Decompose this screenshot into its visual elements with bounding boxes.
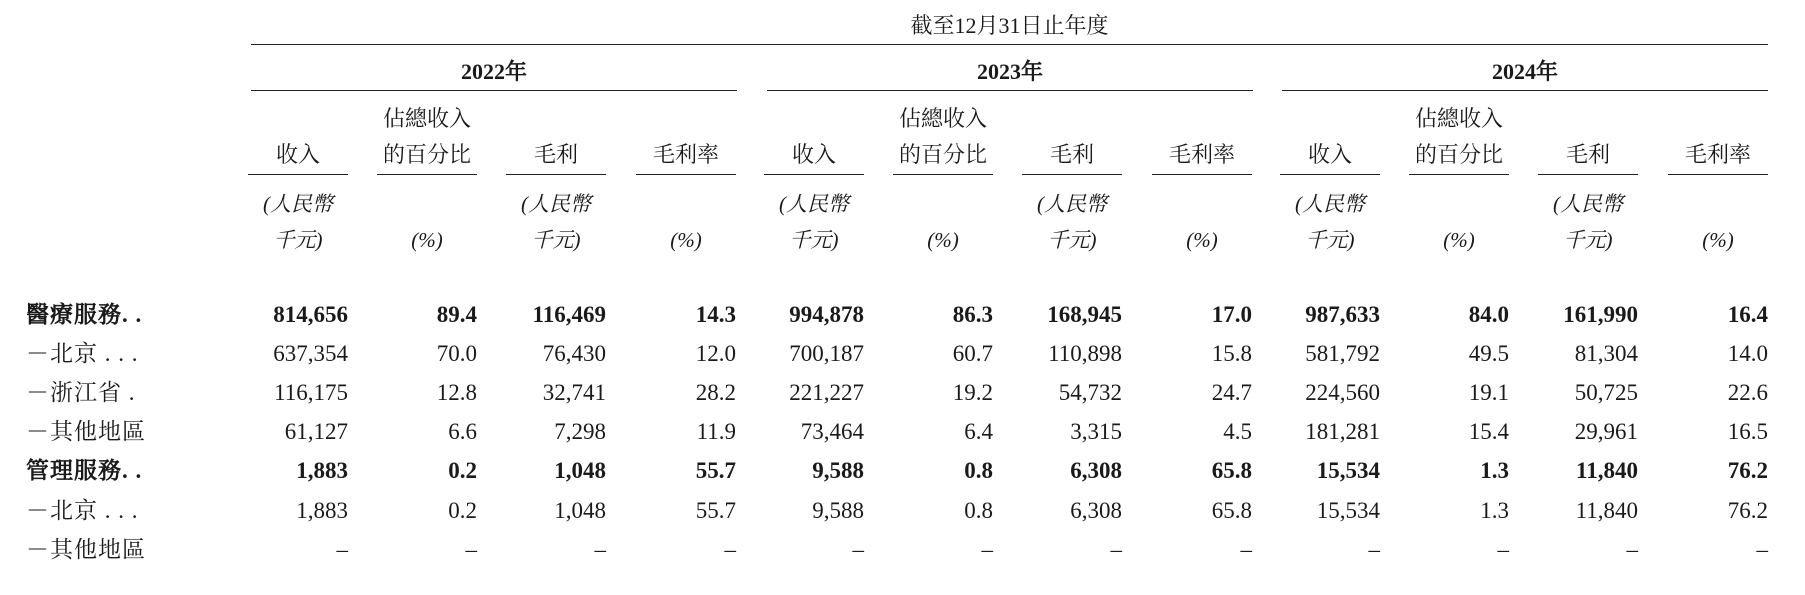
table-cell: 22.6 [1727, 380, 1768, 405]
column-underline [1409, 174, 1509, 175]
table-cell: 7,298 [554, 419, 606, 444]
unit-label: 千元) [531, 228, 581, 252]
row-label: －其他地區 [26, 537, 146, 562]
table-cell: 14.3 [695, 302, 736, 327]
table-cell: 32,741 [542, 380, 606, 405]
table-cell: 15,534 [1316, 498, 1380, 523]
unit-label-line1: (人民幣 [1295, 192, 1365, 216]
unit-label: 千元) [1563, 228, 1613, 252]
table-cell: 29,961 [1574, 419, 1638, 444]
table-cell: 28.2 [695, 380, 736, 405]
year-rule [251, 90, 737, 91]
table-cell: 11.9 [696, 419, 736, 444]
table-cell: 168,945 [1047, 302, 1122, 327]
unit-label: 千元) [1305, 228, 1355, 252]
table-cell: 0.8 [964, 498, 993, 523]
table-cell: 116,175 [274, 380, 348, 405]
column-header-line1: 佔總收入 [1414, 106, 1503, 131]
table-cell: 637,354 [273, 341, 348, 366]
column-header: 毛利 [1049, 142, 1094, 167]
table-cell: 73,464 [800, 419, 864, 444]
table-cell: 1.3 [1480, 458, 1509, 483]
year-header: 2023年 [976, 59, 1043, 84]
row-label: －北京 . . . [26, 498, 139, 523]
column-underline [377, 174, 477, 175]
unit-label-line1: (人民幣 [779, 192, 849, 216]
column-underline [636, 174, 736, 175]
column-header-line1: 佔總收入 [898, 106, 987, 131]
table-cell: 84.0 [1468, 302, 1509, 327]
unit-label: (%) [411, 228, 443, 252]
table-cell: 3,315 [1070, 419, 1122, 444]
table-cell: 61,127 [284, 419, 348, 444]
year-rule [767, 90, 1253, 91]
table-cell: 65.8 [1211, 498, 1252, 523]
column-underline [764, 174, 864, 175]
table-cell: – [465, 537, 477, 562]
column-header: 收入 [791, 142, 836, 167]
table-cell: 581,792 [1305, 341, 1380, 366]
table-cell: 110,898 [1048, 341, 1122, 366]
table-cell: 15,534 [1316, 458, 1380, 483]
table-cell: 14.0 [1727, 341, 1768, 366]
table-cell: 1,048 [554, 458, 606, 483]
table-cell: – [1110, 537, 1122, 562]
table-cell: 6,308 [1070, 458, 1122, 483]
column-header-line1: 佔總收入 [382, 106, 471, 131]
table-cell: 65.8 [1211, 458, 1252, 483]
table-cell: 6,308 [1070, 498, 1122, 523]
table-cell: 11,840 [1575, 498, 1638, 523]
table-cell: – [594, 537, 606, 562]
table-cell: 0.2 [448, 458, 477, 483]
table-cell: 86.3 [952, 302, 993, 327]
table-cell: 1,048 [554, 498, 606, 523]
table-cell: 15.8 [1211, 341, 1252, 366]
table-cell: 54,732 [1058, 380, 1122, 405]
table-cell: 11,840 [1576, 458, 1638, 483]
column-underline [1022, 174, 1122, 175]
table-cell: 814,656 [273, 302, 348, 327]
table-cell: 987,633 [1305, 302, 1380, 327]
table-cell: 224,560 [1305, 380, 1380, 405]
table-cell: 4.5 [1223, 419, 1252, 444]
column-underline [1280, 174, 1380, 175]
table-cell: 76.2 [1727, 458, 1768, 483]
table-cell: 116,469 [532, 302, 606, 327]
table-cell: 994,878 [789, 302, 864, 327]
table-cell: 16.4 [1727, 302, 1768, 327]
unit-label-line1: (人民幣 [521, 192, 591, 216]
period-header: 截至12月31日止年度 [910, 13, 1109, 38]
table-cell: 55.7 [695, 458, 736, 483]
table-cell: 81,304 [1574, 341, 1638, 366]
unit-label-line1: (人民幣 [263, 192, 333, 216]
table-cell: 24.7 [1211, 380, 1252, 405]
column-header: 收入 [1307, 142, 1352, 167]
table-cell: 89.4 [436, 302, 477, 327]
column-underline [506, 174, 606, 175]
table-cell: 12.0 [695, 341, 736, 366]
column-header: 毛利 [1565, 142, 1610, 167]
column-header: 毛利 [533, 142, 578, 167]
table-cell: 49.5 [1468, 341, 1509, 366]
column-underline [248, 174, 348, 175]
unit-label-line1: (人民幣 [1037, 192, 1107, 216]
column-header: 收入 [275, 142, 320, 167]
table-cell: – [981, 537, 993, 562]
table-cell: 50,725 [1574, 380, 1638, 405]
year-rule [1282, 90, 1768, 91]
table-cell: 19.2 [952, 380, 993, 405]
unit-label: (%) [927, 228, 959, 252]
table-cell: 6.4 [964, 419, 993, 444]
table-cell: – [724, 537, 736, 562]
unit-label: (%) [1443, 228, 1475, 252]
column-underline [1668, 174, 1768, 175]
table-cell: 1,883 [296, 458, 348, 483]
table-cell: 9,588 [812, 458, 864, 483]
table-cell: 0.8 [964, 458, 993, 483]
table-cell: 6.6 [448, 419, 477, 444]
row-label: －浙江省 . [26, 380, 136, 405]
table-cell: 1,883 [296, 498, 348, 523]
unit-label: (%) [1702, 228, 1734, 252]
table-cell: – [1756, 537, 1768, 562]
table-cell: – [852, 537, 864, 562]
row-label: －其他地區 [26, 419, 146, 444]
column-header: 毛利率 [1168, 142, 1235, 167]
year-header: 2024年 [1491, 59, 1558, 84]
table-cell: 76,430 [542, 341, 606, 366]
table-cell: – [336, 537, 348, 562]
table-cell: 700,187 [789, 341, 864, 366]
table-cell: – [1368, 537, 1380, 562]
table-cell: – [1240, 537, 1252, 562]
unit-label-line1: (人民幣 [1553, 192, 1623, 216]
table-cell: 181,281 [1305, 419, 1380, 444]
unit-label: (%) [670, 228, 702, 252]
table-cell: 76.2 [1727, 498, 1768, 523]
table-cell: 161,990 [1563, 302, 1638, 327]
table-cell: – [1497, 537, 1509, 562]
table-cell: – [1626, 537, 1638, 562]
table-cell: 9,588 [812, 498, 864, 523]
table-cell: 70.0 [436, 341, 477, 366]
table-cell: 60.7 [952, 341, 993, 366]
unit-label: 千元) [273, 228, 323, 252]
column-underline [1152, 174, 1252, 175]
column-underline [893, 174, 993, 175]
unit-label: 千元) [789, 228, 839, 252]
row-label: 醫療服務. . [26, 302, 143, 327]
table-cell: 1.3 [1480, 498, 1509, 523]
column-header: 的百分比 [898, 142, 987, 167]
table-cell: 221,227 [789, 380, 864, 405]
column-header: 毛利率 [652, 142, 719, 167]
unit-label: (%) [1186, 228, 1218, 252]
unit-label: 千元) [1047, 228, 1097, 252]
table-cell: 17.0 [1211, 302, 1252, 327]
row-label: 管理服務. . [26, 458, 143, 483]
table-cell: 19.1 [1468, 380, 1509, 405]
row-label: －北京 . . . [26, 341, 139, 366]
column-underline [1538, 174, 1638, 175]
year-header: 2022年 [460, 59, 527, 84]
table-cell: 55.7 [695, 498, 736, 523]
table-cell: 16.5 [1727, 419, 1768, 444]
column-header: 的百分比 [1414, 142, 1503, 167]
period-rule [251, 44, 1768, 45]
table-cell: 15.4 [1468, 419, 1509, 444]
table-cell: 0.2 [448, 498, 477, 523]
column-header: 毛利率 [1684, 142, 1751, 167]
column-header: 的百分比 [382, 142, 471, 167]
table-cell: 12.8 [436, 380, 477, 405]
